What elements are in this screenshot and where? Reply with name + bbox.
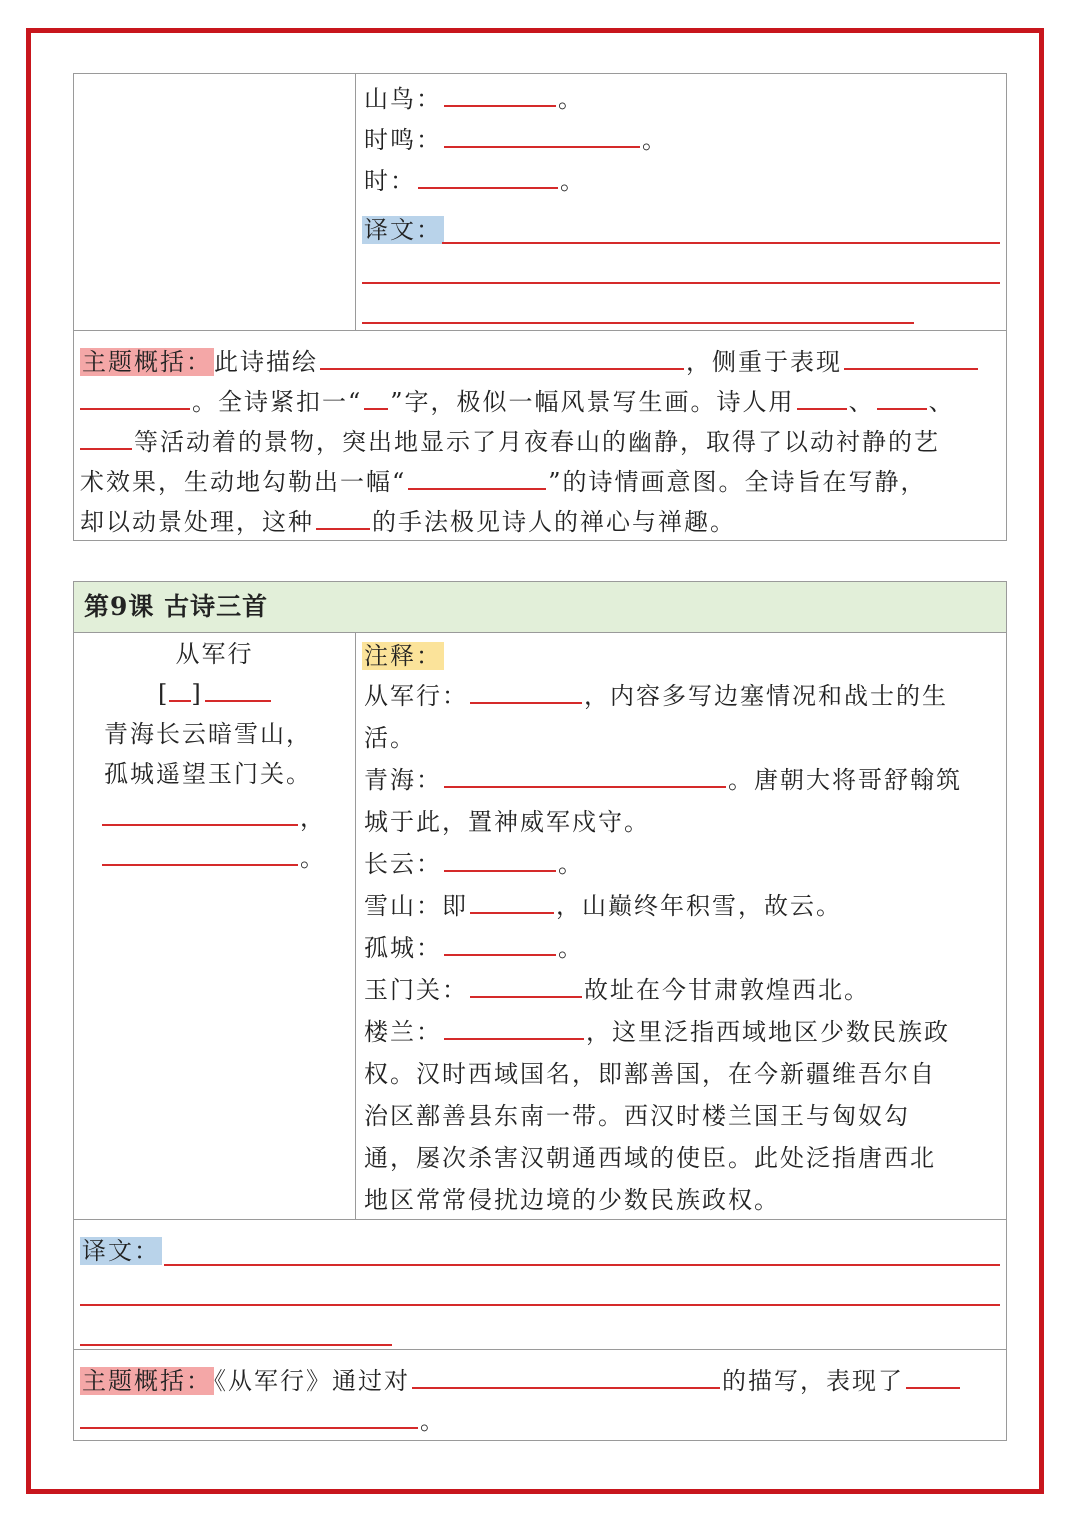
translation-row <box>80 1234 162 1268</box>
translation-label: 译文： <box>82 1237 160 1265</box>
answer-blank[interactable] <box>418 165 558 189</box>
note-yumenguan: 玉门关： 故址在今甘肃敦煌西北。 <box>364 976 870 1004</box>
translation-line[interactable] <box>362 282 1000 284</box>
note-qinghai: 青海： 。唐朝大将哥舒翰筑 <box>364 766 962 794</box>
theme-label: 主题概括： <box>82 1367 212 1395</box>
theme-line-5: 却以动景处理，这种 的手法极见诗人的禅心与禅趣。 <box>80 508 736 536</box>
answer-blank[interactable] <box>906 1365 960 1389</box>
poem-cell <box>74 633 355 1219</box>
table-lesson-9 <box>73 581 1007 1441</box>
answer-blank[interactable] <box>80 426 132 450</box>
poem-blank[interactable] <box>102 802 298 826</box>
answer-blank[interactable] <box>412 1365 720 1389</box>
answer-blank[interactable] <box>797 386 847 410</box>
answer-blank[interactable] <box>877 386 927 410</box>
notes-label: 注释： <box>364 642 442 670</box>
theme-line-2: 。 <box>80 1404 446 1438</box>
answer-blank[interactable] <box>444 848 556 872</box>
answer-blank[interactable] <box>316 506 370 530</box>
theme-summary-cell <box>74 1350 1006 1441</box>
theme-line-1: 主题概括：此诗描绘 ，侧重于表现 <box>80 345 980 379</box>
theme-line-1: 主题概括：《从军行》通过对 的描写，表现了 <box>80 1364 962 1398</box>
poem-line-2: 孤城遥望玉门关。 <box>104 760 312 788</box>
translation-row <box>362 213 444 247</box>
answer-blank[interactable] <box>444 83 556 107</box>
lesson-header <box>74 582 1006 633</box>
note-shi: 时： 。 <box>364 167 586 195</box>
answer-blank[interactable] <box>364 386 388 410</box>
note-shiming: 时鸣： 。 <box>364 126 668 154</box>
translation-line[interactable] <box>80 1344 392 1346</box>
dynasty-blank[interactable] <box>169 678 191 702</box>
note-gucheng: 孤城： 。 <box>364 934 584 962</box>
translation-line[interactable] <box>80 1304 1000 1306</box>
notes-cell <box>356 74 1006 330</box>
theme-line-3: 等活动着的景物，突出地显示了月夜春山的幽静，取得了以动衬静的艺 <box>80 425 940 459</box>
answer-blank[interactable] <box>80 1405 418 1429</box>
notes-label-row <box>362 639 444 673</box>
lesson-title: 第9课 古诗三首 <box>84 592 269 621</box>
notes-cell: 注释： 从军行： ，内容多写边塞情况和战士的生 活。 青海： 。唐朝大将哥舒翰筑 城于此，置神威军戍守。 长云： 。 雪山：即 ，山巅终年积雪，故云。 孤城： 。 玉门关： 故址在今甘肃敦煌西北。 楼兰： ，这里泛指西域地区少数民族政 权。汉时西域国名，即鄯善国，在今新疆维吾尔自 治区鄯善县东南一带。西汉时楼兰国王与匈奴勾 通，屡次杀害汉朝通西域的使臣。此处泛指唐西北 地区常常侵扰边境的少数民族政权。 <box>356 633 1006 1219</box>
answer-blank[interactable] <box>444 764 726 788</box>
answer-blank[interactable] <box>320 346 684 370</box>
theme-line-4: 术效果，生动地勾勒出一幅“ ”的诗情画意图。全诗旨在写静， <box>80 468 927 496</box>
translation-line[interactable] <box>442 242 1000 244</box>
note-congjunxing: 从军行： ，内容多写边塞情况和战士的生 <box>364 682 948 710</box>
answer-blank[interactable] <box>444 1016 584 1040</box>
translation-label: 译文： <box>364 216 442 244</box>
answer-blank[interactable] <box>408 466 546 490</box>
answer-blank[interactable] <box>444 932 556 956</box>
note-xueshan: 雪山：即 ，山巅终年积雪，故云。 <box>364 892 842 920</box>
note-loulan: 楼兰： ，这里泛指西域地区少数民族政 <box>364 1018 950 1046</box>
note-shanniao: 山鸟： 。 <box>364 85 584 113</box>
theme-label: 主题概括： <box>82 348 212 376</box>
answer-blank[interactable] <box>80 386 190 410</box>
poem-author-row: [ ] <box>158 677 273 711</box>
poem-blank[interactable] <box>102 842 298 866</box>
theme-summary-cell <box>74 331 1006 541</box>
translation-line[interactable] <box>164 1264 1000 1266</box>
answer-blank[interactable] <box>470 890 554 914</box>
translation-cell <box>74 1220 1006 1349</box>
answer-blank[interactable] <box>844 346 978 370</box>
theme-line-2: 。全诗紧扣一“ ”字，极似一幅风景写生画。诗人用 、 、 <box>80 385 955 419</box>
translation-line[interactable] <box>362 322 914 324</box>
answer-blank[interactable] <box>470 680 582 704</box>
poem-title: 从军行 <box>175 640 254 668</box>
poem-line-3: ， <box>100 801 326 835</box>
answer-blank[interactable] <box>444 124 640 148</box>
table-poem-1 <box>73 73 1007 541</box>
author-blank[interactable] <box>205 678 271 702</box>
poem-line-4: 。 <box>100 841 326 875</box>
answer-blank[interactable] <box>470 974 582 998</box>
poem-line-1: 青海长云暗雪山， <box>104 720 312 748</box>
note-changyun: 长云： 。 <box>364 850 584 878</box>
